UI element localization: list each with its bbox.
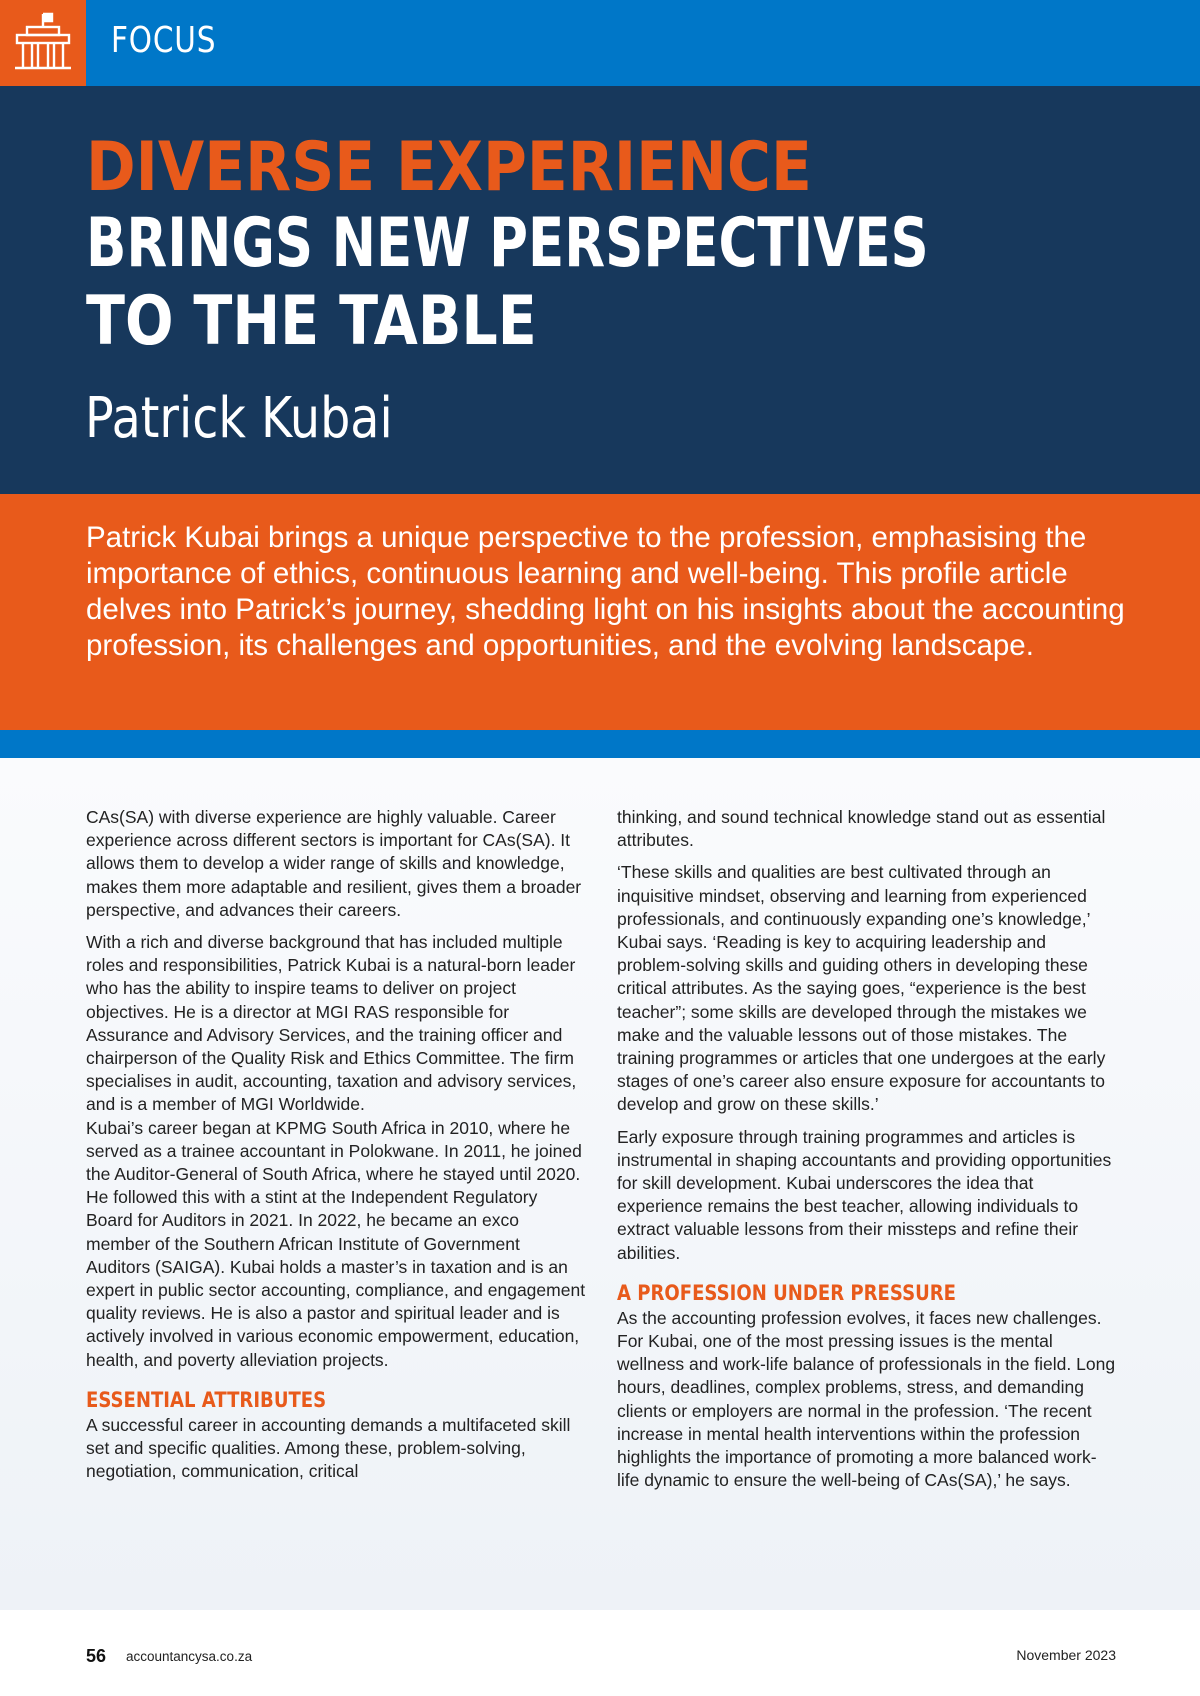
issue-date: November 2023 [1016,1647,1116,1663]
intro-banner [0,494,1200,730]
divider-strip [0,730,1200,758]
building-icon [12,10,74,76]
title-line-2: BRINGS NEW PERSPECTIVES [86,204,929,283]
paragraph: CAs(SA) with diverse experience are highly valuable. Career experience across different sectors is important for CAs(SA). It allows them to develop a wider range of skills and knowledge, makes them more adaptable and resilient, gives them a broader perspective, and advances their careers. [86,807,582,920]
paragraph: thinking, and sound technical knowledge stand out as essential attributes. [617,807,1106,851]
page-number: 56 [86,1646,107,1666]
paragraph: Early exposure through training programmes and articles is instrumental in shaping accountants and providing opportunities for skill development. Kubai underscores the idea that experience remains the best teacher, allowing individuals to extract valuable lessons from their missteps and refine their abilities. [617,1126,1112,1263]
title-line-3: TO THE TABLE [86,282,537,361]
paragraph: Kubai’s career began at KPMG South Africa in 2010, where he served as a trainee accountant in Polokwane. In 2011, he joined the Auditor-General of South Africa, where he stayed until 2020. He followed this with a stint at the Independent Regulatory Board for Auditors in 2021. In 2022, he became an exco member of the Southern African Institute of Government Auditors (SAIGA). Kubai holds a master’s in taxation and is an expert in public sector accounting, compliance, and engagement quality reviews. He is also a pastor and spiritual leader and is actively involved in various economic empowerment, education, health, and poverty alleviation projects. [86,1117,586,1370]
section-heading: A PROFESSION UNDER PRESSURE [617,1280,957,1305]
paragraph: As the accounting profession evolves, it faces new challenges. For Kubai, one of the most pressing issues is the mental wellness and work-life balance of professionals in the field. Long hours, deadlines, complex problems, stress, and demanding clients or employers are normal in the profession. ‘The recent increase in mental health interventions within the profession highlights the importance of promoting a more balanced work-life dynamic to ensure the well-being of CAs(SA),’ he says. [617,1307,1116,1491]
paragraph: A successful career in accounting demands a multifaceted skill set and specific qualities. Among these, problem-solving, negotiation, communication, critical [86,1414,571,1482]
intro-text: Patrick Kubai brings a unique perspective to the profession, emphasising the importance of ethics, continuous learning and well-being. This profile article delves into Patrick’s journey, shedding light on his insights about the accounting profession, its challenges and opportunities, and the evolving landscape. [86,521,1125,662]
website-link[interactable]: accountancysa.co.za [126,1649,253,1664]
section-label: FOCUS [111,20,217,61]
section-heading: ESSENTIAL ATTRIBUTES [86,1387,327,1412]
right-column [617,806,1117,1501]
page-footer [0,1610,1200,1696]
title-banner [0,86,1200,494]
author-name: Patrick Kubai [85,386,393,451]
title-line-1: DIVERSE EXPERIENCE [86,128,812,207]
header-bar [0,0,1200,86]
paragraph: ‘These skills and qualities are best cultivated through an inquisitive mindset, observing and learning from experienced professionals, and continuously expanding one’s knowledge,’ Kubai says. ‘Reading is key to acquiring leadership and problem-solving skills and guiding others in developing these critical attributes. As the saying goes, “experience is the best teacher”; some skills are developed through the mistakes we make and the valuable lessons out of those mistakes. The training programmes or articles that one undergoes at the early stages of one’s career also ensure exposure for accountants to develop and grow on these skills.’ [617,862,1106,1115]
left-column [86,806,586,1492]
section-logo [0,0,86,86]
paragraph: With a rich and diverse background that has included multiple roles and responsibilities, Patrick Kubai is a natural-born leader who has the ability to inspire teams to deliver on project objectives. He is a director at MGI RAS responsible for Assurance and Advisory Services, and the training officer and chairperson of the Quality Risk and Ethics Committee. The firm specialises in audit, accounting, taxation and advisory services, and is a member of MGI Worldwide. [86,932,577,1115]
